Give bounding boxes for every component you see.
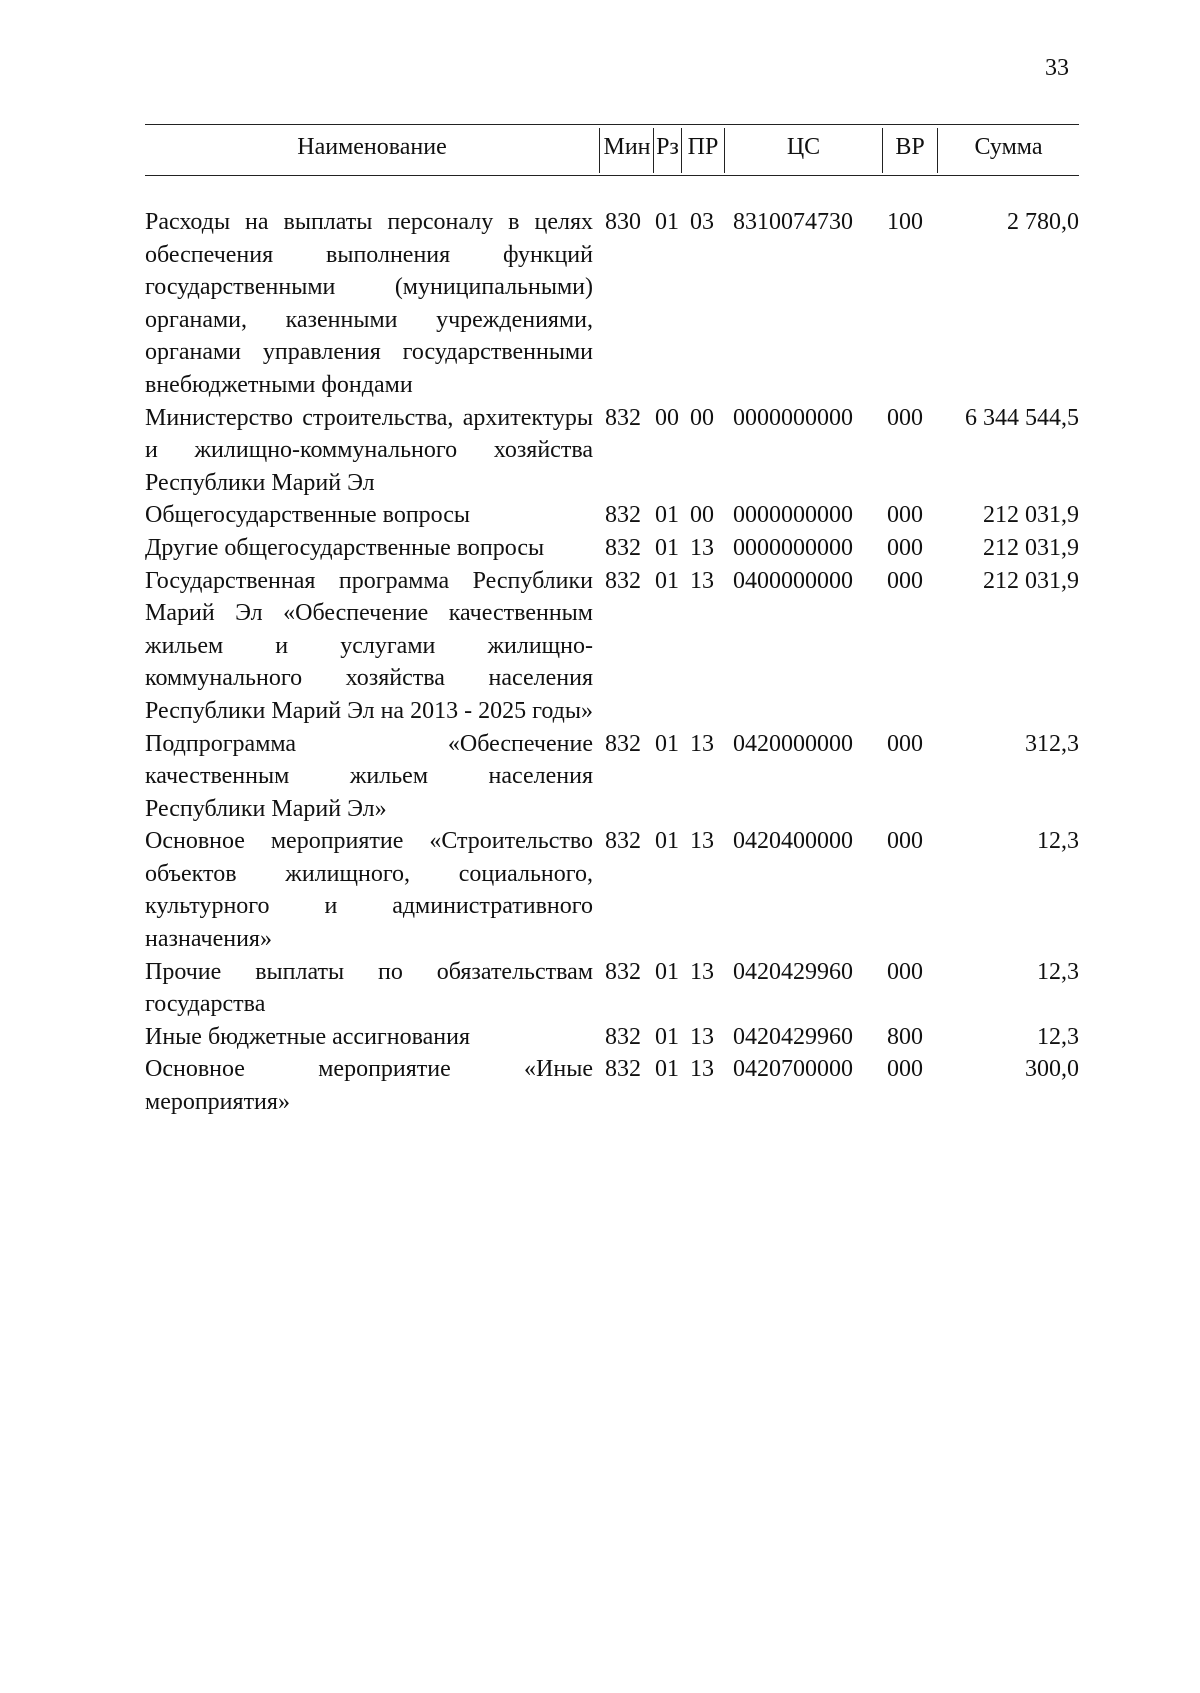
row-name: Расходы на выплаты персоналу в целях обеспечения выполнения функций государственными (муниципальными) органами, казенными учреждениями, органами управления государственными внебюджетными фондами [145,209,593,398]
row-rz: 01 [655,828,679,855]
row-vr: 100 [887,209,923,235]
header-rz: Рз [656,134,679,160]
table-row [145,499,1079,532]
row-pr: 13 [690,567,714,594]
row-vr: 000 [887,502,923,529]
row-cs: 0000000000 [733,534,853,561]
row-min: 832 [605,404,641,431]
row-vr: 000 [887,730,923,757]
table-row [145,1021,1079,1054]
row-min: 832 [605,1023,641,1050]
row-sum: 312,3 [1025,730,1079,757]
row-rz: 01 [655,502,679,529]
row-cs: 0420000000 [733,730,853,757]
row-cs: 0400000000 [733,567,853,594]
row-name: Основное мероприятие «Строительство объектов жилищного, социального, культурного и административного назначения» [145,828,593,953]
row-sum: 12,3 [1037,1023,1079,1050]
row-sum: 12,3 [1037,828,1079,855]
row-pr: 00 [690,404,714,431]
row-cs: 8310074730 [733,209,853,235]
row-rz: 00 [655,404,679,431]
row-name: Государственная программа Республики Марий Эл «Обеспечение качественным жильем и услугами жилищно-коммунального хозяйства населения Республики Марий Эл на 2013 - 2025 годы» [145,567,593,724]
row-vr: 000 [887,1056,923,1083]
table-body [145,206,1079,1119]
row-min: 832 [605,828,641,855]
header-min: Мин [603,134,651,160]
row-cs: 0420400000 [733,828,853,855]
row-cs: 0000000000 [733,502,853,529]
row-min: 832 [605,567,641,594]
row-vr: 000 [887,567,923,594]
table-row [145,825,1079,955]
row-rz: 01 [655,1056,679,1083]
row-rz: 01 [655,534,679,561]
row-sum: 2 780,0 [1007,209,1079,235]
row-pr: 13 [690,828,714,855]
row-pr: 00 [690,502,714,529]
row-sum: 12,3 [1037,958,1079,985]
header-vr: ВР [895,134,925,160]
table-row [145,532,1079,565]
row-sum: 212 031,9 [983,534,1079,561]
row-rz: 01 [655,209,679,235]
header-divider [599,128,600,173]
table-header [145,124,1079,176]
budget-table [145,124,1079,1119]
row-cs: 0420429960 [733,1023,853,1050]
row-pr: 13 [690,1023,714,1050]
row-rz: 01 [655,1023,679,1050]
row-sum: 300,0 [1025,1056,1079,1083]
row-rz: 01 [655,730,679,757]
row-vr: 000 [887,534,923,561]
row-sum: 212 031,9 [983,567,1079,594]
table-row [145,206,1079,402]
table-row [145,728,1079,826]
row-cs: 0000000000 [733,404,853,431]
row-sum: 212 031,9 [983,502,1079,529]
row-name: Другие общегосударственные вопросы [145,534,545,561]
table-row [145,402,1079,500]
row-pr: 03 [690,209,714,235]
page-number: 33 [1045,55,1069,81]
row-name: Общегосударственные вопросы [145,502,471,529]
row-cs: 0420429960 [733,958,853,985]
row-pr: 13 [690,534,714,561]
row-min: 830 [605,209,641,235]
table-row [145,956,1079,1021]
row-min: 832 [605,534,641,561]
header-sum: Сумма [974,134,1043,160]
row-name: Основное мероприятие «Иные мероприятия» [145,1056,593,1116]
row-name: Прочие выплаты по обязательствам государства [145,958,593,1018]
row-rz: 01 [655,958,679,985]
row-name: Подпрограмма «Обеспечение качественным жильем населения Республики Марий Эл» [145,730,593,822]
row-rz: 01 [655,567,679,594]
row-cs: 0420700000 [733,1056,853,1083]
row-vr: 000 [887,958,923,985]
row-vr: 800 [887,1023,923,1050]
row-min: 832 [605,1056,641,1083]
row-name: Министерство строительства, архитектуры и жилищно-коммунального хозяйства Республики Марий Эл [145,404,593,496]
row-vr: 000 [887,828,923,855]
header-cs: ЦС [786,134,821,160]
row-pr: 13 [690,730,714,757]
row-sum: 6 344 544,5 [965,404,1079,431]
row-min: 832 [605,730,641,757]
table-row [145,565,1079,728]
header-pr: ПР [687,134,719,160]
row-pr: 13 [690,958,714,985]
table-row [145,1053,1079,1118]
row-min: 832 [605,958,641,985]
row-vr: 000 [887,404,923,431]
header-name: Наименование [297,134,447,160]
row-name: Иные бюджетные ассигнования [145,1023,470,1050]
row-min: 832 [605,502,641,529]
row-pr: 13 [690,1056,714,1083]
